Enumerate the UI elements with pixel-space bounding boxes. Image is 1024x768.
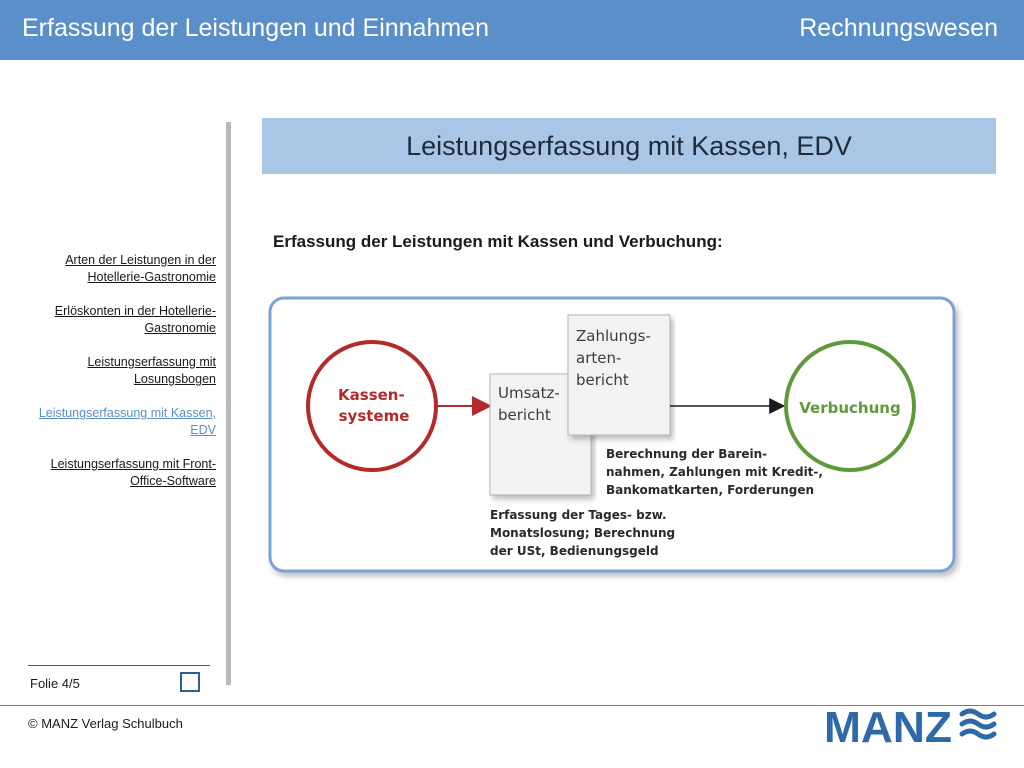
- verbuchung-label: Verbuchung: [799, 399, 901, 417]
- nav-item-erloeskonten[interactable]: Erlöskonten in der Hotellerie-Gastronomie: [54, 304, 216, 335]
- note-right-2: nahmen, Zahlungen mit Kredit-,: [606, 465, 823, 479]
- svg-text:Erfassung der Tages- bzw.: [490, 508, 679, 558]
- nav-item-losungsbogen[interactable]: Leistungserfassung mit Losungsbogen: [87, 355, 216, 386]
- home-nav-button[interactable]: [180, 672, 200, 692]
- copyright-text: © MANZ Verlag Schulbuch: [28, 716, 183, 731]
- zahlung-label-1: Zahlungs-: [576, 327, 651, 345]
- note-bottom-3: der USt, Bedienungsgeld: [490, 544, 659, 558]
- slide-number: Folie 4/5: [30, 676, 80, 691]
- nav-item-kassen-edv[interactable]: Leistungserfassung mit Kassen, EDV: [38, 406, 216, 437]
- nav-item-front-office[interactable]: Leistungserfassung mit Front-Office-Software: [50, 457, 216, 488]
- slide-subheading: Erfassung der Leistungen mit Kassen und Verbuchung:: [273, 232, 723, 251]
- kassen-label-1: Kassen-: [338, 386, 405, 404]
- note-right-3: Bankomatkarten, Forderungen: [606, 483, 815, 497]
- umsatz-label-1: Umsatz-: [498, 384, 560, 402]
- note-bottom-1: Erfassung der Tages- bzw.: [490, 508, 667, 522]
- note-bottom-2: Monatslosung; Berechnung: [490, 526, 676, 540]
- zahlung-label-2: arten-: [576, 349, 622, 367]
- nav-item-arten[interactable]: Arten der Leistungen in der Hotellerie-Gastronomie: [65, 253, 216, 284]
- manz-wave-icon: [962, 711, 994, 737]
- kassensysteme-circle: [308, 342, 436, 470]
- slide-title: Leistungserfassung mit Kassen, EDV: [262, 118, 996, 174]
- folie-divider: [28, 665, 210, 666]
- umsatz-label-2: bericht: [498, 406, 551, 424]
- manz-logo-text: MANZ: [824, 703, 952, 748]
- presentation-title: Erfassung der Leistungen und Einnahmen: [22, 14, 489, 42]
- section-title: Rechnungswesen: [799, 14, 998, 42]
- slide-navigation: [20, 252, 216, 507]
- manz-logo: [824, 702, 999, 748]
- slide-header: [0, 0, 1024, 60]
- zahlung-label-3: bericht: [576, 371, 629, 389]
- kassen-label-2: systeme: [338, 407, 410, 425]
- workflow-diagram: [264, 292, 970, 586]
- sidebar-divider: [226, 122, 231, 685]
- note-right-1: Berechnung der Barein-: [606, 447, 768, 461]
